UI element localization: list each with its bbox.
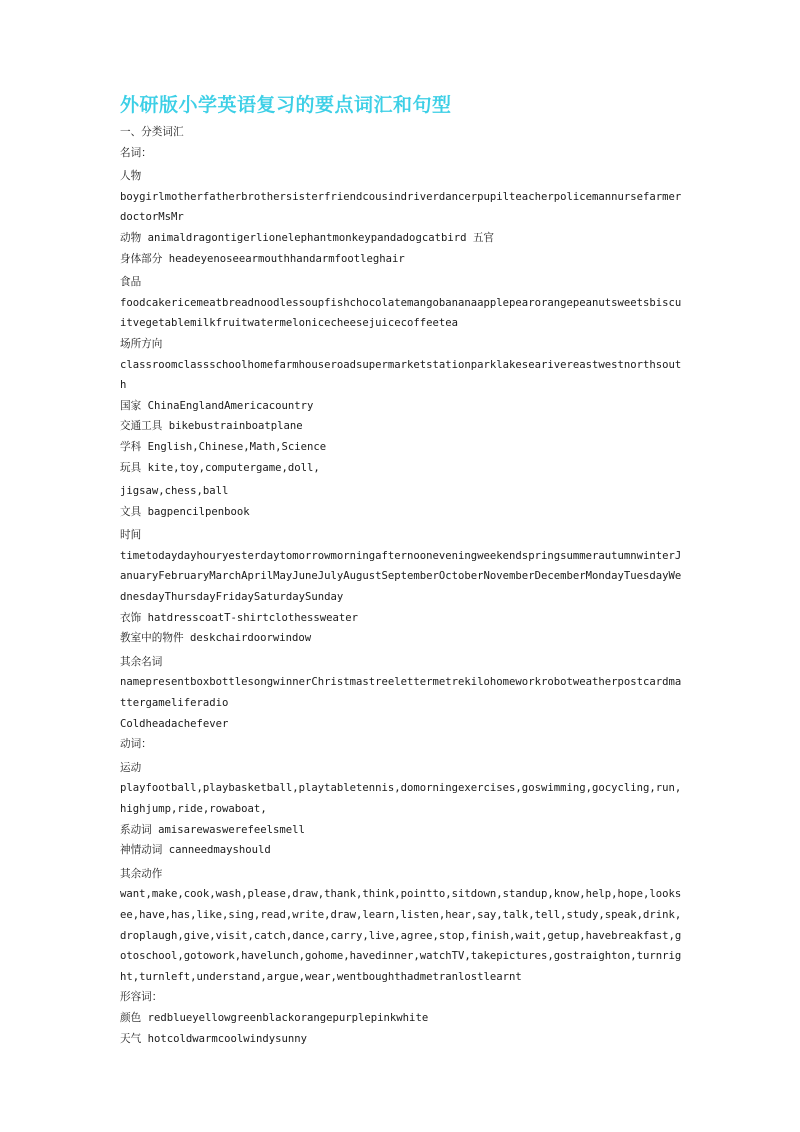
document-page: [120, 92, 682, 1049]
document-line: 身体部分 headeyenoseearmouthhandarmfootleghair: [120, 252, 405, 265]
document-line: Coldheadachefever: [120, 717, 229, 730]
document-line: 神情动词 canneedmayshould: [120, 844, 271, 857]
document-line: 动词：: [120, 738, 152, 751]
document-line: 运动: [120, 761, 142, 774]
document-line: 文具 bagpencilpenbook: [120, 505, 250, 518]
document-line: want,make,cook,wash,please,draw,thank,think,pointto,sitdown,standup,know,help,hope,looksee,have,has,like,sing,read,write,draw,learn,listen,hear,say,talk,tell,study,speak,drink,droplaugh,give,visit,catch,dance,carry,live,agree,stop,finish,wait,getup,havebreakfast,gotoschool,gotowork,havelunch,gohome,havedinner,watchTV,takepictures,gostraighton,turnright,turnleft,understand,argue,wear,wentboughthadmetranlostlearnt: [120, 888, 682, 983]
document-line: 食品: [120, 276, 142, 289]
document-title: 外研版小学英语复习的要点词汇和句型: [120, 94, 452, 116]
document-line: boygirlmotherfatherbrothersisterfriendcousindriverdancerpupilteacherpolicemannursefarmer doctorMsMr: [120, 190, 682, 224]
document-line: 教室中的物件 deskchairdoorwindow: [120, 632, 312, 645]
document-line: 人物: [120, 170, 142, 183]
document-line: 其余动作: [120, 867, 163, 880]
document-line: 交通工具 bikebustrainboatplane: [120, 420, 303, 433]
document-line: 形容词：: [120, 991, 163, 1004]
document-line: jigsaw,chess,ball: [120, 485, 229, 498]
document-line: playfootball,playbasketball,playtabletennis,domorningexercises,goswimming,gocycling,run,highjump,ride,rowaboat,: [120, 782, 682, 815]
document-line: classroomclassschoolhomefarmhouseroadsupermarketstationparklakesearivereastwestnorthsouth: [120, 358, 682, 392]
document-body: [120, 122, 682, 1049]
document-line: 场所方向: [120, 337, 163, 350]
document-line: 玩具 kite,toy,computergame,doll,: [120, 461, 320, 474]
document-line: 系动词 amisarewaswerefeelsmell: [120, 823, 305, 836]
document-line: 名词：: [120, 146, 152, 159]
document-line: foodcakericemeatbreadnoodlessoupfishchocolatemangobananaapplepearorangepeanutsweetsbiscuitvegetablemilkfruitwatermelonicecheesejuicecoffeetea: [120, 296, 682, 330]
document-line: 天气 hotcoldwarmcoolwindysunny: [120, 1032, 308, 1045]
document-line: 一、分类词汇: [120, 126, 184, 138]
document-line: 学科 English,Chinese,Math,Science: [120, 440, 327, 453]
document-line: 其余名词: [120, 655, 163, 668]
document-line: 衣饰 hatdresscoatT-shirtclothessweater: [120, 611, 359, 624]
document-line: 国家 ChinaEnglandAmericacountry: [120, 399, 314, 412]
document-line: 动物 animaldragontigerlionelephantmonkeypandadogcatbird 五官: [120, 231, 495, 244]
document-line: 颜色 redblueyellowgreenblackorangepurplepinkwhite: [120, 1011, 429, 1024]
document-line: namepresentboxbottlesongwinnerChristmastreelettermetrekilohomeworkrobotweatherpostcardmattergameliferadio: [120, 676, 682, 710]
document-line: timetodaydayhouryesterdaytomorrowmorningafternooneveningweekendspringsummerautumnwinterJanuaryFebruaryMarchAprilMayJuneJulyAugustSeptemberOctoberNovemberDecemberMondayTuesdayWednesdayThursdayFridaySaturdaySunday: [120, 549, 682, 604]
document-line: 时间: [120, 529, 142, 542]
